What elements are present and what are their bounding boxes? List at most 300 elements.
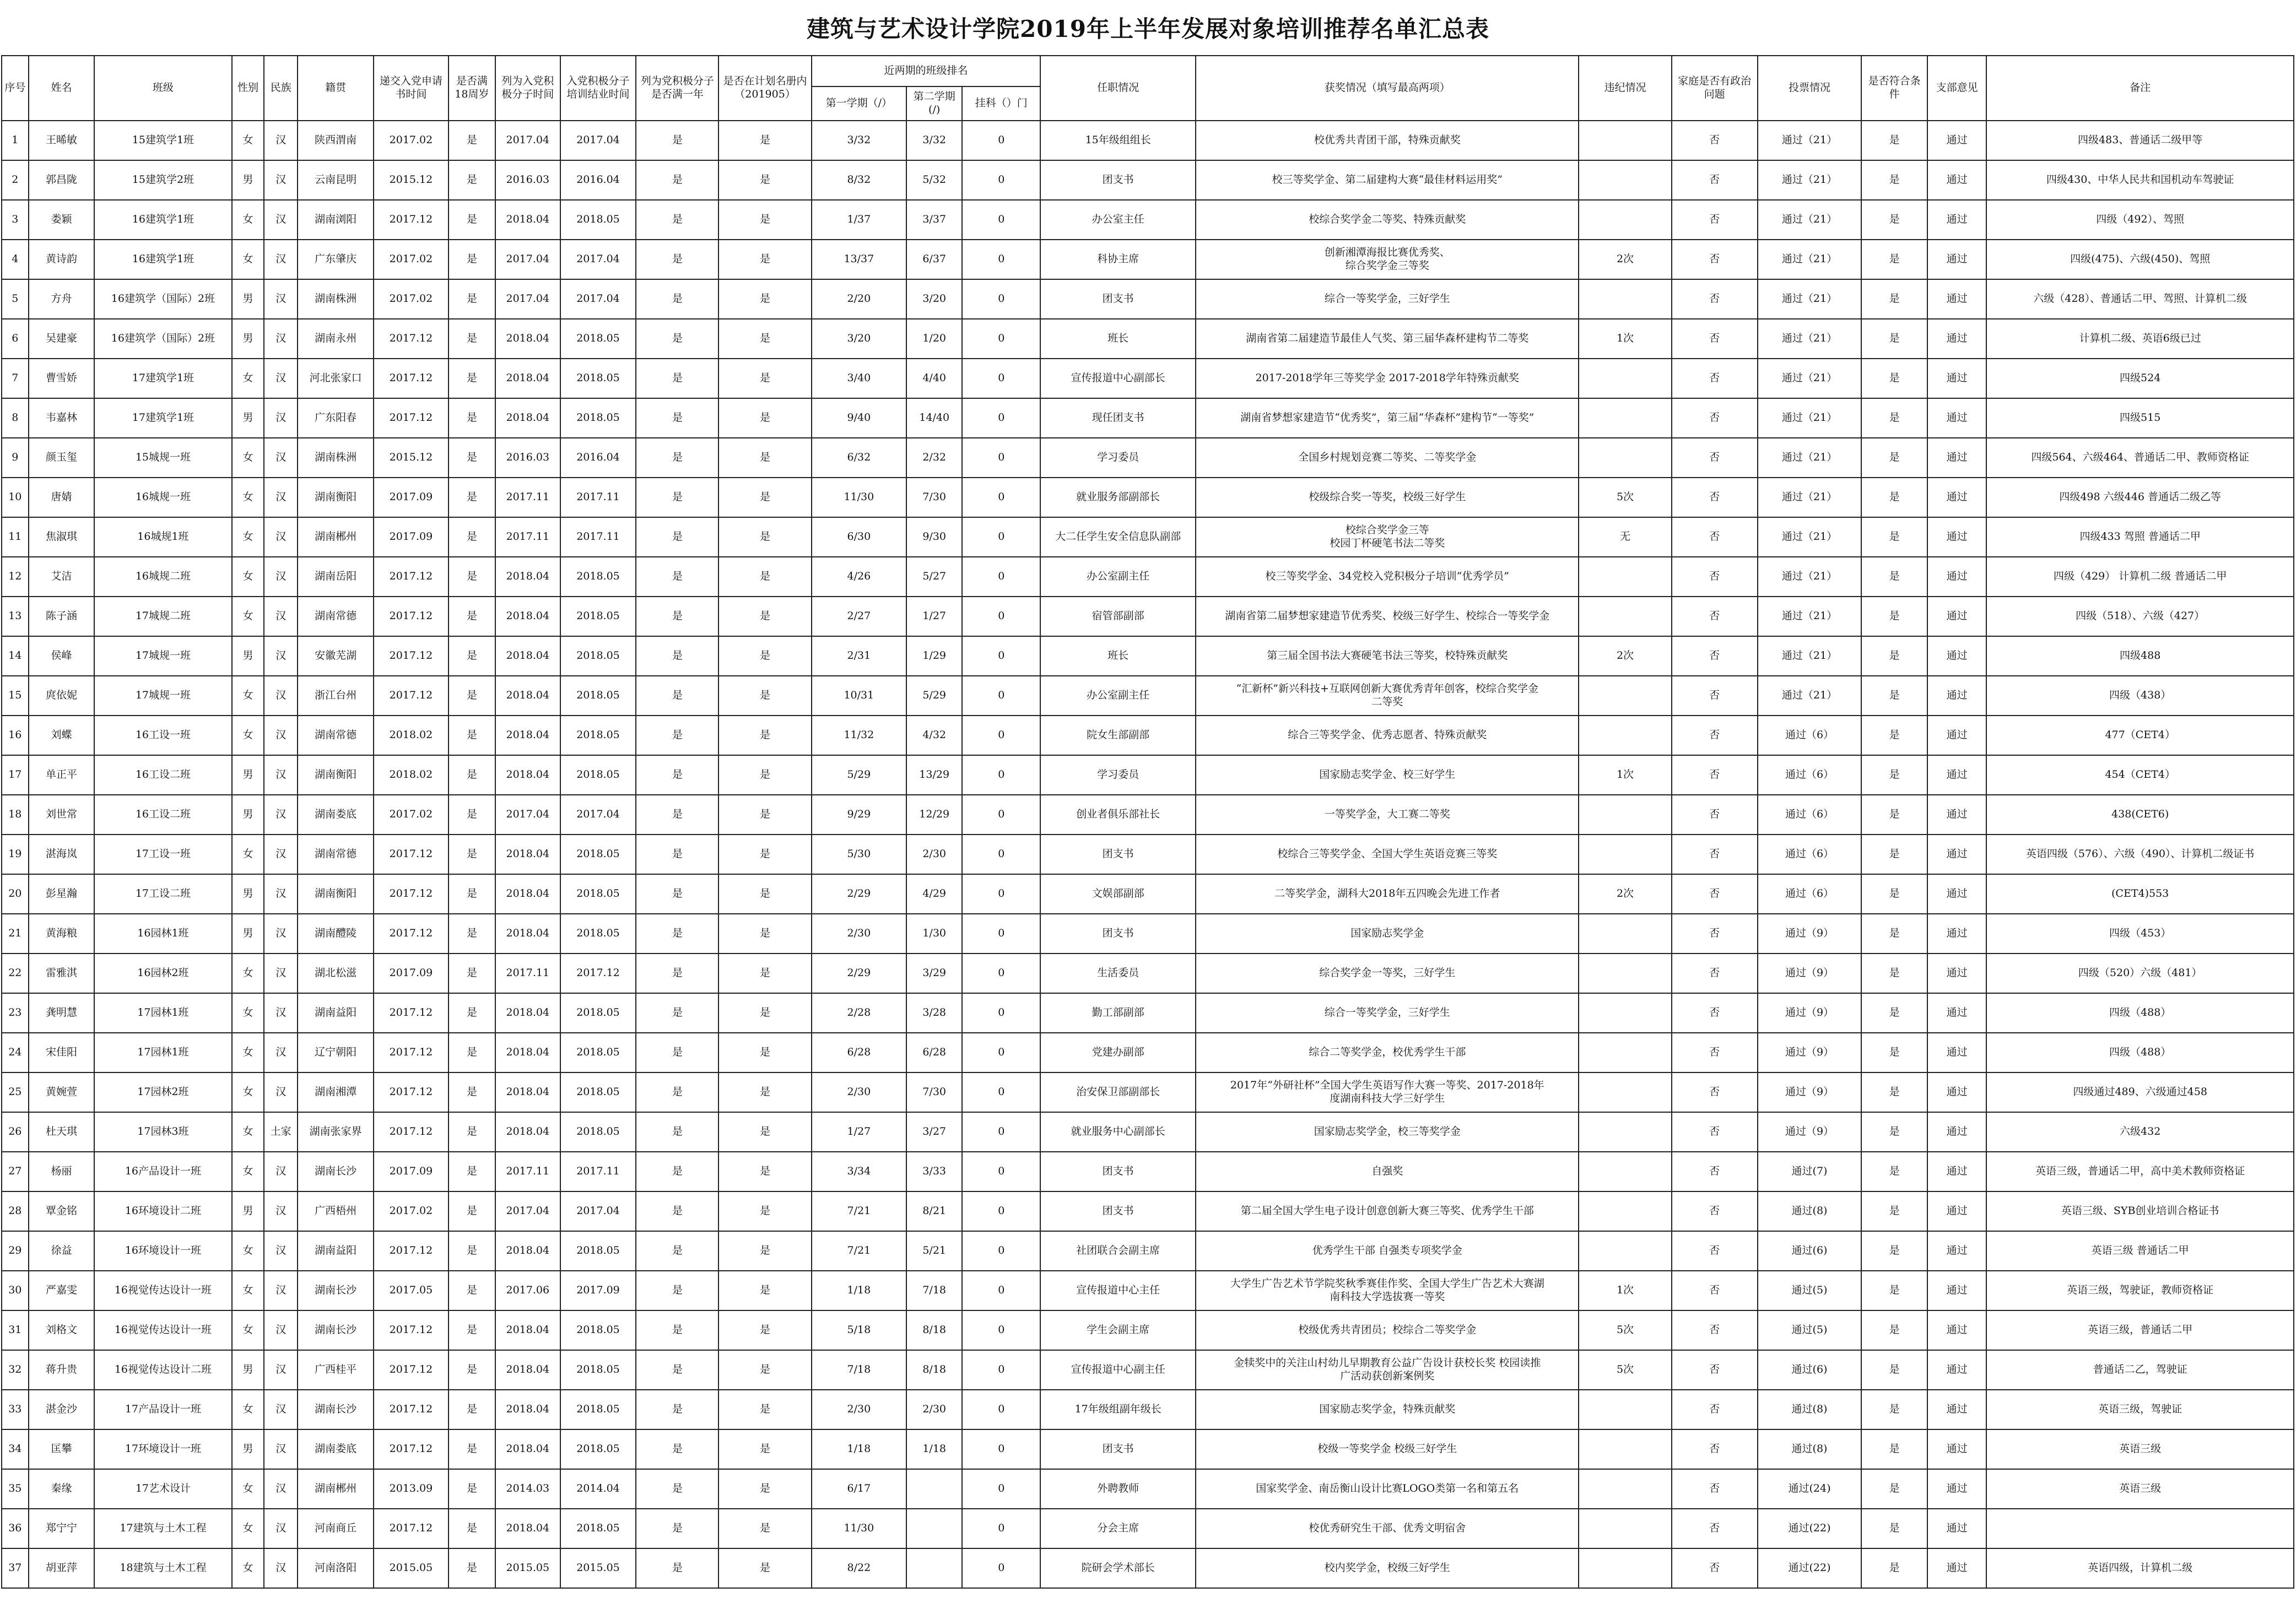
cell-fail: 0 — [962, 160, 1040, 200]
cell-one-year: 是 — [636, 1469, 718, 1509]
cell-sem2: 9/30 — [906, 517, 962, 557]
cell-training: 2017.04 — [560, 279, 636, 319]
cell-vote: 通过（9） — [1758, 1033, 1862, 1072]
cell-ethnicity: 汉 — [264, 1072, 298, 1112]
cell-in-plan: 是 — [718, 1469, 811, 1509]
cell-remarks: 四级488 — [1986, 636, 2294, 676]
cell-awards: 自强奖 — [1196, 1152, 1579, 1191]
cell-class: 16建筑学1班 — [94, 240, 231, 279]
cell-gender: 女 — [232, 1469, 264, 1509]
cell-apply: 2017.12 — [374, 1112, 449, 1152]
cell-political: 否 — [1672, 874, 1758, 914]
cell-sem1: 2/20 — [812, 279, 906, 319]
cell-name: 雷雅淇 — [29, 954, 95, 993]
cell-position: 团支书 — [1040, 279, 1196, 319]
cell-vote: 通过（21） — [1758, 319, 1862, 359]
header-branch: 支部意见 — [1927, 56, 1986, 121]
cell-class: 17园林2班 — [94, 1072, 231, 1112]
cell-over18: 是 — [449, 517, 495, 557]
cell-name: 湛海岚 — [29, 835, 95, 874]
cell-remarks: 454（CET4） — [1986, 755, 2294, 795]
cell-in-plan: 是 — [718, 755, 811, 795]
cell-sem1: 2/28 — [812, 993, 906, 1033]
cell-sem2: 2/30 — [906, 1390, 962, 1429]
cell-position: 15年级组组长 — [1040, 121, 1196, 160]
header-no: 序号 — [2, 56, 29, 121]
cell-ethnicity: 汉 — [264, 676, 298, 716]
cell-position: 办公室副主任 — [1040, 557, 1196, 597]
cell-one-year: 是 — [636, 279, 718, 319]
table-row — [2, 597, 2294, 636]
cell-one-year: 是 — [636, 557, 718, 597]
cell-discipline — [1579, 1469, 1671, 1509]
cell-training: 2018.05 — [560, 835, 636, 874]
cell-awards: 湖南省第二届梦想家建造节优秀奖、校级三好学生、校综合一等奖学金 — [1196, 597, 1579, 636]
table-body — [2, 121, 2294, 1588]
cell-political: 否 — [1672, 517, 1758, 557]
cell-discipline: 2次 — [1579, 240, 1671, 279]
cell-vote: 通过（9） — [1758, 1112, 1862, 1152]
cell-origin: 浙江台州 — [298, 676, 374, 716]
cell-no: 31 — [2, 1310, 29, 1350]
cell-over18: 是 — [449, 597, 495, 636]
cell-vote: 通过(8) — [1758, 1390, 1862, 1429]
cell-discipline — [1579, 1033, 1671, 1072]
cell-awards: 金犊奖中的关注山村幼儿早期教育公益广告设计获校长奖 校园读推 广活动获创新案例奖 — [1196, 1350, 1579, 1390]
cell-remarks: 四级（429） 计算机二级 普通话二甲 — [1986, 557, 2294, 597]
cell-in-plan: 是 — [718, 795, 811, 835]
cell-in-plan: 是 — [718, 319, 811, 359]
cell-origin: 湖南益阳 — [298, 993, 374, 1033]
cell-sem1: 11/30 — [812, 478, 906, 517]
cell-name: 刘蝶 — [29, 716, 95, 755]
cell-in-plan: 是 — [718, 676, 811, 716]
cell-gender: 男 — [232, 319, 264, 359]
cell-political: 否 — [1672, 1033, 1758, 1072]
cell-vote: 通过(5) — [1758, 1310, 1862, 1350]
cell-in-plan: 是 — [718, 359, 811, 398]
cell-awards: 大学生广告艺术节学院奖秋季赛佳作奖、全国大学生广告艺术大赛湖 南科技大学选拔赛一等奖 — [1196, 1271, 1579, 1310]
cell-apply: 2017.12 — [374, 1072, 449, 1112]
cell-training: 2018.05 — [560, 874, 636, 914]
cell-position: 院研会学术部长 — [1040, 1548, 1196, 1588]
cell-awards: 一等奖学金，大工赛二等奖 — [1196, 795, 1579, 835]
cell-origin: 湖南衡阳 — [298, 478, 374, 517]
cell-over18: 是 — [449, 1509, 495, 1548]
table-row — [2, 636, 2294, 676]
cell-activist: 2017.11 — [495, 478, 560, 517]
cell-vote: 通过(24) — [1758, 1469, 1862, 1509]
cell-sem1: 6/30 — [812, 517, 906, 557]
cell-sem2: 14/40 — [906, 398, 962, 438]
cell-sem1: 13/37 — [812, 240, 906, 279]
table-row — [2, 1310, 2294, 1350]
cell-apply: 2017.12 — [374, 1429, 449, 1469]
cell-discipline — [1579, 1191, 1671, 1231]
cell-no: 30 — [2, 1271, 29, 1310]
cell-class: 16城规二班 — [94, 557, 231, 597]
cell-qualified: 是 — [1861, 517, 1927, 557]
cell-vote: 通过（9） — [1758, 993, 1862, 1033]
cell-gender: 女 — [232, 359, 264, 398]
cell-origin: 河南洛阳 — [298, 1548, 374, 1588]
cell-origin: 湖南株洲 — [298, 438, 374, 478]
cell-sem1: 3/34 — [812, 1152, 906, 1191]
cell-one-year: 是 — [636, 121, 718, 160]
cell-apply: 2017.12 — [374, 835, 449, 874]
cell-in-plan: 是 — [718, 636, 811, 676]
cell-in-plan: 是 — [718, 1350, 811, 1390]
cell-position: 科协主席 — [1040, 240, 1196, 279]
cell-origin: 湖南永州 — [298, 319, 374, 359]
cell-one-year: 是 — [636, 1112, 718, 1152]
cell-ethnicity: 土家 — [264, 1112, 298, 1152]
cell-position: 创业者俱乐部社长 — [1040, 795, 1196, 835]
cell-branch: 通过 — [1927, 1112, 1986, 1152]
cell-remarks: 英语四级（576）、六级（490）、计算机二级证书 — [1986, 835, 2294, 874]
cell-no: 32 — [2, 1350, 29, 1390]
cell-awards: 综合奖学金一等奖，三好学生 — [1196, 954, 1579, 993]
cell-over18: 是 — [449, 1271, 495, 1310]
cell-discipline: 1次 — [1579, 1271, 1671, 1310]
cell-activist: 2018.04 — [495, 597, 560, 636]
cell-branch: 通过 — [1927, 319, 1986, 359]
cell-training: 2018.05 — [560, 1112, 636, 1152]
cell-position: 党建办副部 — [1040, 1033, 1196, 1072]
cell-name: 陈子涵 — [29, 597, 95, 636]
table-row — [2, 993, 2294, 1033]
header-training-time: 入党积极分子培训结业时间 — [560, 56, 636, 121]
cell-class: 16建筑学（国际）2班 — [94, 279, 231, 319]
cell-activist: 2018.04 — [495, 398, 560, 438]
cell-remarks: 四级515 — [1986, 398, 2294, 438]
cell-position: 生活委员 — [1040, 954, 1196, 993]
cell-fail: 0 — [962, 914, 1040, 954]
cell-fail: 0 — [962, 716, 1040, 755]
cell-over18: 是 — [449, 1469, 495, 1509]
cell-remarks: 英语三级 普通话二甲 — [1986, 1231, 2294, 1271]
cell-origin: 湖南张家界 — [298, 1112, 374, 1152]
cell-ethnicity: 汉 — [264, 557, 298, 597]
cell-name: 彭星瀚 — [29, 874, 95, 914]
cell-apply: 2017.12 — [374, 597, 449, 636]
cell-position: 勤工部副部 — [1040, 993, 1196, 1033]
cell-sem1: 2/30 — [812, 914, 906, 954]
cell-one-year: 是 — [636, 1231, 718, 1271]
cell-awards: 二等奖学金，湖科大2018年五四晚会先进工作者 — [1196, 874, 1579, 914]
cell-political: 否 — [1672, 1390, 1758, 1429]
cell-name: 黄海粮 — [29, 914, 95, 954]
cell-apply: 2017.09 — [374, 478, 449, 517]
cell-qualified: 是 — [1861, 1469, 1927, 1509]
cell-political: 否 — [1672, 636, 1758, 676]
cell-no: 7 — [2, 359, 29, 398]
cell-awards: 国家励志奖学金、校三好学生 — [1196, 755, 1579, 795]
cell-apply: 2017.09 — [374, 1152, 449, 1191]
cell-branch: 通过 — [1927, 1469, 1986, 1509]
cell-vote: 通过(22) — [1758, 1548, 1862, 1588]
header-activist-time: 列为入党积极分子时间 — [495, 56, 560, 121]
cell-remarks: 四级564、六级464、普通话二甲、教师资格证 — [1986, 438, 2294, 478]
cell-awards: 校级优秀共青团员；校综合二等奖学金 — [1196, 1310, 1579, 1350]
cell-training: 2018.05 — [560, 319, 636, 359]
cell-gender: 女 — [232, 835, 264, 874]
header-sem1: 第一学期（/） — [812, 86, 906, 121]
cell-over18: 是 — [449, 1072, 495, 1112]
cell-sem1: 2/30 — [812, 1390, 906, 1429]
cell-discipline: 5次 — [1579, 478, 1671, 517]
cell-sem2: 4/29 — [906, 874, 962, 914]
table-row — [2, 1112, 2294, 1152]
cell-sem2 — [906, 1509, 962, 1548]
table-header — [2, 56, 2294, 121]
cell-awards: 校三等奖学金、34党校入党积极分子培训“优秀学员” — [1196, 557, 1579, 597]
cell-ethnicity: 汉 — [264, 200, 298, 240]
header-awards: 获奖情况（填写最高两项） — [1196, 56, 1579, 121]
cell-discipline — [1579, 1072, 1671, 1112]
cell-apply: 2015.12 — [374, 160, 449, 200]
cell-in-plan: 是 — [718, 993, 811, 1033]
cell-class: 16城规一班 — [94, 478, 231, 517]
cell-discipline — [1579, 795, 1671, 835]
table-row — [2, 438, 2294, 478]
cell-one-year: 是 — [636, 160, 718, 200]
cell-qualified: 是 — [1861, 240, 1927, 279]
cell-training: 2018.05 — [560, 636, 636, 676]
cell-remarks: 四级（492）、驾照 — [1986, 200, 2294, 240]
cell-remarks: 四级（518）、六级（427） — [1986, 597, 2294, 636]
cell-discipline — [1579, 1231, 1671, 1271]
cell-branch: 通过 — [1927, 557, 1986, 597]
cell-no: 29 — [2, 1231, 29, 1271]
cell-vote: 通过（21） — [1758, 517, 1862, 557]
cell-qualified: 是 — [1861, 835, 1927, 874]
cell-vote: 通过（21） — [1758, 676, 1862, 716]
cell-apply: 2017.12 — [374, 993, 449, 1033]
cell-apply: 2017.12 — [374, 1310, 449, 1350]
cell-name: 杜天琪 — [29, 1112, 95, 1152]
cell-one-year: 是 — [636, 1191, 718, 1231]
cell-awards: 校三等奖学金、第二届建构大赛“最佳材料运用奖” — [1196, 160, 1579, 200]
cell-origin: 河北张家口 — [298, 359, 374, 398]
cell-position: 团支书 — [1040, 160, 1196, 200]
cell-remarks: 四级498 六级446 普通话二级乙等 — [1986, 478, 2294, 517]
cell-gender: 女 — [232, 1390, 264, 1429]
cell-sem2: 3/32 — [906, 121, 962, 160]
cell-position: 文娱部副部 — [1040, 874, 1196, 914]
cell-one-year: 是 — [636, 200, 718, 240]
cell-vote: 通过（9） — [1758, 954, 1862, 993]
cell-no: 1 — [2, 121, 29, 160]
table-row — [2, 517, 2294, 557]
cell-no: 13 — [2, 597, 29, 636]
cell-in-plan: 是 — [718, 438, 811, 478]
cell-activist: 2018.04 — [495, 716, 560, 755]
cell-in-plan: 是 — [718, 1310, 811, 1350]
cell-class: 17园林3班 — [94, 1112, 231, 1152]
cell-in-plan: 是 — [718, 557, 811, 597]
cell-qualified: 是 — [1861, 1390, 1927, 1429]
cell-sem2: 4/32 — [906, 716, 962, 755]
cell-branch: 通过 — [1927, 121, 1986, 160]
cell-branch: 通过 — [1927, 160, 1986, 200]
cell-training: 2017.11 — [560, 517, 636, 557]
cell-name: 颜玉玺 — [29, 438, 95, 478]
cell-sem2: 5/21 — [906, 1231, 962, 1271]
cell-training: 2015.05 — [560, 1548, 636, 1588]
cell-origin: 湖南长沙 — [298, 1310, 374, 1350]
cell-origin: 湖南常德 — [298, 597, 374, 636]
cell-one-year: 是 — [636, 1310, 718, 1350]
cell-name: 刘格文 — [29, 1310, 95, 1350]
cell-name: 郭昌陇 — [29, 160, 95, 200]
cell-gender: 男 — [232, 1350, 264, 1390]
cell-discipline — [1579, 1548, 1671, 1588]
cell-gender: 女 — [232, 597, 264, 636]
cell-vote: 通过（21） — [1758, 438, 1862, 478]
cell-ethnicity: 汉 — [264, 1390, 298, 1429]
cell-sem2: 7/30 — [906, 1072, 962, 1112]
cell-ethnicity: 汉 — [264, 835, 298, 874]
cell-political: 否 — [1672, 160, 1758, 200]
cell-activist: 2018.04 — [495, 1429, 560, 1469]
cell-fail: 0 — [962, 240, 1040, 279]
cell-ethnicity: 汉 — [264, 795, 298, 835]
header-political: 家庭是否有政治问题 — [1672, 56, 1758, 121]
cell-position: 17年级组副年级长 — [1040, 1390, 1196, 1429]
cell-branch: 通过 — [1927, 1310, 1986, 1350]
cell-sem2: 3/27 — [906, 1112, 962, 1152]
cell-in-plan: 是 — [718, 1271, 811, 1310]
cell-fail: 0 — [962, 1231, 1040, 1271]
cell-activist: 2017.11 — [495, 1152, 560, 1191]
cell-branch: 通过 — [1927, 835, 1986, 874]
cell-qualified: 是 — [1861, 557, 1927, 597]
cell-political: 否 — [1672, 597, 1758, 636]
cell-qualified: 是 — [1861, 1350, 1927, 1390]
cell-ethnicity: 汉 — [264, 993, 298, 1033]
cell-awards: 国家励志奖学金，校三等奖学金 — [1196, 1112, 1579, 1152]
cell-fail: 0 — [962, 954, 1040, 993]
cell-one-year: 是 — [636, 597, 718, 636]
table-row — [2, 954, 2294, 993]
cell-origin: 湖南长沙 — [298, 1390, 374, 1429]
cell-sem1: 1/27 — [812, 1112, 906, 1152]
cell-training: 2018.05 — [560, 1072, 636, 1112]
cell-qualified: 是 — [1861, 874, 1927, 914]
cell-branch: 通过 — [1927, 636, 1986, 676]
cell-name: 杨丽 — [29, 1152, 95, 1191]
cell-political: 否 — [1672, 121, 1758, 160]
cell-remarks: 计算机二级、英语6级已过 — [1986, 319, 2294, 359]
cell-vote: 通过(5) — [1758, 1271, 1862, 1310]
cell-over18: 是 — [449, 1548, 495, 1588]
cell-discipline: 1次 — [1579, 319, 1671, 359]
cell-training: 2018.05 — [560, 1310, 636, 1350]
cell-ethnicity: 汉 — [264, 1271, 298, 1310]
cell-awards: 创新湘潭海报比赛优秀奖、 综合奖学金三等奖 — [1196, 240, 1579, 279]
cell-name: 单正平 — [29, 755, 95, 795]
cell-fail: 0 — [962, 1191, 1040, 1231]
cell-over18: 是 — [449, 874, 495, 914]
cell-sem2: 5/27 — [906, 557, 962, 597]
cell-activist: 2016.03 — [495, 438, 560, 478]
cell-activist: 2018.04 — [495, 755, 560, 795]
cell-sem1: 6/17 — [812, 1469, 906, 1509]
cell-training: 2018.05 — [560, 557, 636, 597]
cell-discipline — [1579, 1112, 1671, 1152]
cell-sem1: 2/31 — [812, 636, 906, 676]
cell-over18: 是 — [449, 1033, 495, 1072]
cell-qualified: 是 — [1861, 597, 1927, 636]
cell-no: 4 — [2, 240, 29, 279]
cell-branch: 通过 — [1927, 1509, 1986, 1548]
cell-over18: 是 — [449, 200, 495, 240]
cell-activist: 2017.04 — [495, 121, 560, 160]
cell-one-year: 是 — [636, 438, 718, 478]
cell-qualified: 是 — [1861, 1072, 1927, 1112]
cell-discipline — [1579, 954, 1671, 993]
table-row — [2, 1271, 2294, 1310]
cell-ethnicity: 汉 — [264, 1231, 298, 1271]
cell-gender: 女 — [232, 557, 264, 597]
cell-class: 16产品设计一班 — [94, 1152, 231, 1191]
cell-fail: 0 — [962, 1072, 1040, 1112]
cell-no: 14 — [2, 636, 29, 676]
cell-name: 徐益 — [29, 1231, 95, 1271]
cell-vote: 通过(8) — [1758, 1191, 1862, 1231]
cell-training: 2018.05 — [560, 597, 636, 636]
cell-no: 18 — [2, 795, 29, 835]
cell-over18: 是 — [449, 398, 495, 438]
cell-vote: 通过（21） — [1758, 636, 1862, 676]
cell-political: 否 — [1672, 755, 1758, 795]
cell-over18: 是 — [449, 1310, 495, 1350]
cell-activist: 2018.04 — [495, 1072, 560, 1112]
cell-training: 2017.04 — [560, 240, 636, 279]
cell-origin: 湖南长沙 — [298, 1152, 374, 1191]
cell-activist: 2015.05 — [495, 1548, 560, 1588]
cell-origin: 广东阳春 — [298, 398, 374, 438]
cell-fail: 0 — [962, 438, 1040, 478]
cell-awards: 国家励志奖学金 — [1196, 914, 1579, 954]
cell-ethnicity: 汉 — [264, 319, 298, 359]
cell-name: 龚明慧 — [29, 993, 95, 1033]
cell-political: 否 — [1672, 835, 1758, 874]
cell-discipline — [1579, 676, 1671, 716]
cell-apply: 2015.05 — [374, 1548, 449, 1588]
cell-awards: 湖南省梦想家建造节“优秀奖”，第三届“华森杯”建构节“一等奖” — [1196, 398, 1579, 438]
cell-activist: 2016.03 — [495, 160, 560, 200]
cell-over18: 是 — [449, 160, 495, 200]
cell-branch: 通过 — [1927, 1152, 1986, 1191]
cell-apply: 2017.12 — [374, 557, 449, 597]
cell-no: 10 — [2, 478, 29, 517]
cell-one-year: 是 — [636, 1509, 718, 1548]
cell-qualified: 是 — [1861, 1191, 1927, 1231]
cell-apply: 2017.12 — [374, 1033, 449, 1072]
cell-one-year: 是 — [636, 993, 718, 1033]
cell-no: 17 — [2, 755, 29, 795]
cell-origin: 湖南常德 — [298, 835, 374, 874]
cell-branch: 通过 — [1927, 1390, 1986, 1429]
cell-remarks: 438(CET6) — [1986, 795, 2294, 835]
cell-qualified: 是 — [1861, 1231, 1927, 1271]
cell-gender: 男 — [232, 1429, 264, 1469]
cell-gender: 女 — [232, 1112, 264, 1152]
cell-gender: 男 — [232, 874, 264, 914]
cell-political: 否 — [1672, 398, 1758, 438]
